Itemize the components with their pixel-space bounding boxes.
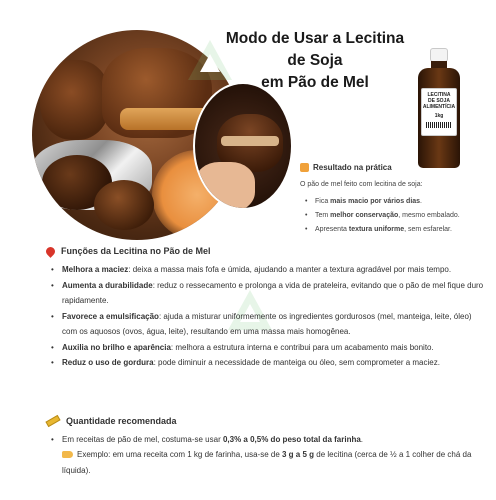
list-item: • Auxilia no brilho e aparência: melhora a estrutura interna e contribui para um acabamento mais bonito. <box>46 340 486 356</box>
bottle-label-line-1: LECITINA <box>427 92 451 98</box>
list-item: • Apresenta textura uniforme, sem esfarelar. <box>305 223 460 237</box>
bottle-label-line-3: ALIMENTÍCIA <box>422 104 456 110</box>
pointing-hand-icon <box>62 451 73 458</box>
title-line-1: Modo de Usar a Lecitina de Soja <box>225 30 405 69</box>
result-heading-text: Resultado na prática <box>313 163 392 172</box>
barcode-icon <box>426 122 452 128</box>
quantity-list <box>46 432 486 448</box>
honey-pot-icon <box>300 163 309 172</box>
ruler-icon <box>45 415 60 427</box>
quantity-example: Exemplo: em uma receita com 1 kg de farinha, usa-se de 3 g a 5 g de lecitina (cerca de ½ a 1 colher de chá da líquida). <box>62 450 472 475</box>
pushpin-icon <box>44 245 57 258</box>
functions-list <box>46 262 486 371</box>
pao-de-mel-closeup-photo <box>193 82 293 210</box>
result-list <box>305 195 460 237</box>
list-item: • Fica mais macio por vários dias. <box>305 195 460 209</box>
result-description: O pão de mel feito com lecitina de soja: <box>300 181 423 188</box>
functions-heading <box>46 246 211 256</box>
bottle-label <box>421 88 457 136</box>
list-item: • Em receitas de pão de mel, costuma-se usar 0,3% a 0,5% do peso total da farinha. <box>46 432 486 448</box>
list-item: • Aumenta a durabilidade: reduz o ressecamento e prolonga a vida de prateleira, evitando que o pão de mel fique duro rapidamente. <box>46 278 486 309</box>
quantity-heading <box>46 416 177 426</box>
list-item: • Reduz o uso de gordura: pode diminuir a necessidade de manteiga ou óleo, sem comprometer a maciez. <box>46 355 486 371</box>
bottle-label-volume: 1kg <box>434 113 444 119</box>
lecitina-bottle-image <box>416 48 462 170</box>
result-heading <box>300 163 392 172</box>
bottle-label-line-2: DE SOJA <box>428 98 450 104</box>
functions-heading-text: Funções da Lecitina no Pão de Mel <box>61 246 211 256</box>
list-item: • Favorece a emulsificação: ajuda a misturar uniformemente os ingredientes gordurosos (mel, manteiga, leite, óleo) com os aquosos (ovos, água, leite), resultando em uma massa mais homogênea. <box>46 309 486 340</box>
quantity-heading-text: Quantidade recomendada <box>66 416 177 426</box>
title-line-2: em Pão de Mel <box>261 74 369 91</box>
page-title <box>220 28 410 94</box>
list-item: • Melhora a maciez: deixa a massa mais fofa e úmida, ajudando a manter a textura agradável por mais tempo. <box>46 262 486 278</box>
list-item: • Tem melhor conservação, mesmo embalado. <box>305 209 460 223</box>
